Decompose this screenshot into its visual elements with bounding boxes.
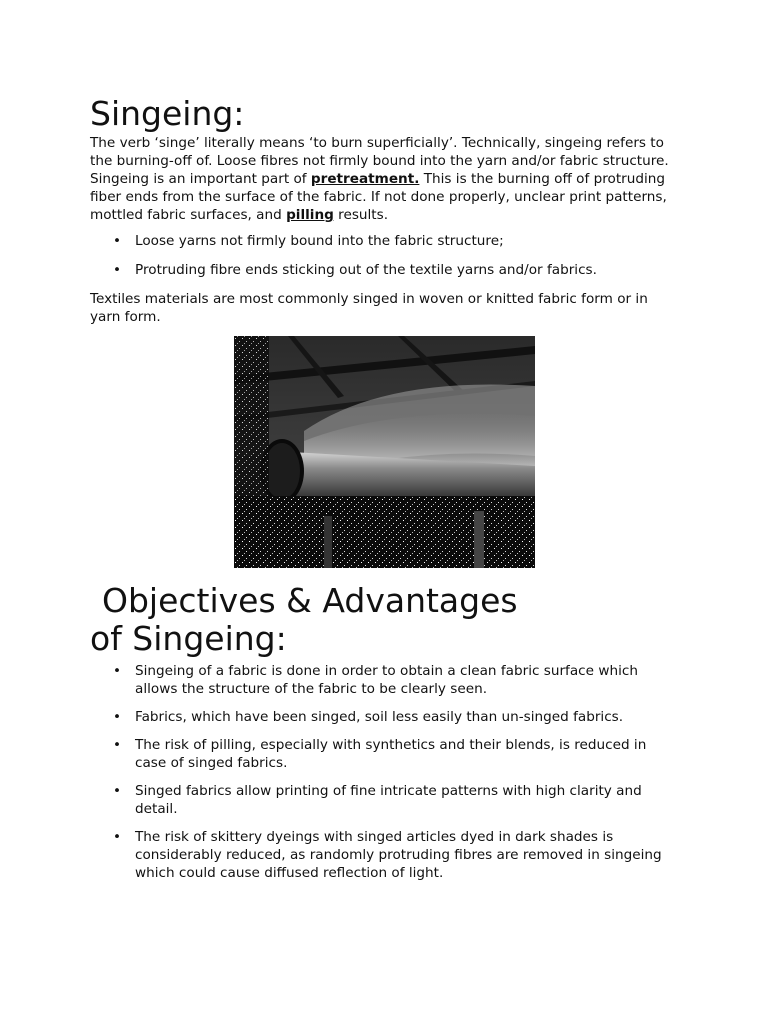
outro-paragraph: Textiles materials are most commonly singed in woven or knitted fabric form or in yarn form. <box>90 291 648 325</box>
singeing-machine-photo <box>234 336 535 568</box>
list-item: • Fabrics, which have been singed, soil less easily than un-singed fabrics. <box>90 708 680 726</box>
intro-paragraph <box>90 134 680 224</box>
objectives-bullet-list <box>90 662 680 892</box>
heading-line-2: of Singeing: <box>90 619 287 658</box>
list-item: • Loose yarns not firmly bound into the fabric structure; <box>90 232 680 250</box>
list-item: • The risk of skittery dyeings with singed articles dyed in dark shades is considerably reduced, as randomly protruding fibres are removed in singeing which could cause diffused reflection of light. <box>90 828 680 882</box>
list-item: • Protruding fibre ends sticking out of the textile yarns and/or fabrics. <box>90 261 680 279</box>
singeing-bullet-list <box>90 232 680 290</box>
intro-text-b: This is the burning off of protruding fiber ends from the surface of the fabric. If not done properly, unclear print patterns, mottled fabric surfaces, and <box>90 171 667 223</box>
heading-line-1: Objectives & Advantages <box>102 581 518 620</box>
list-item: • The risk of pilling, especially with synthetics and their blends, is reduced in case of singed fabrics. <box>90 736 680 772</box>
pretreatment-link[interactable]: pretreatment. <box>310 171 420 187</box>
intro-text-a: The verb ‘singe’ literally means ‘to burn superficially’. Technically, singeing refers to the burning-off of. Loose fibres not firmly bound into the yarn and/or fabric structure. Singeing is an important part of <box>90 135 669 187</box>
list-item: • Singeing of a fabric is done in order to obtain a clean fabric surface which allows the structure of the fabric to be clearly seen. <box>90 662 680 698</box>
intro-text-c: results. <box>333 207 389 223</box>
list-item: • Singed fabrics allow printing of fine intricate patterns with high clarity and detail. <box>90 782 680 818</box>
section-heading-singeing: Singeing: <box>90 94 245 133</box>
section-heading-objectives <box>90 582 610 658</box>
pilling-link[interactable]: pilling <box>286 207 334 223</box>
